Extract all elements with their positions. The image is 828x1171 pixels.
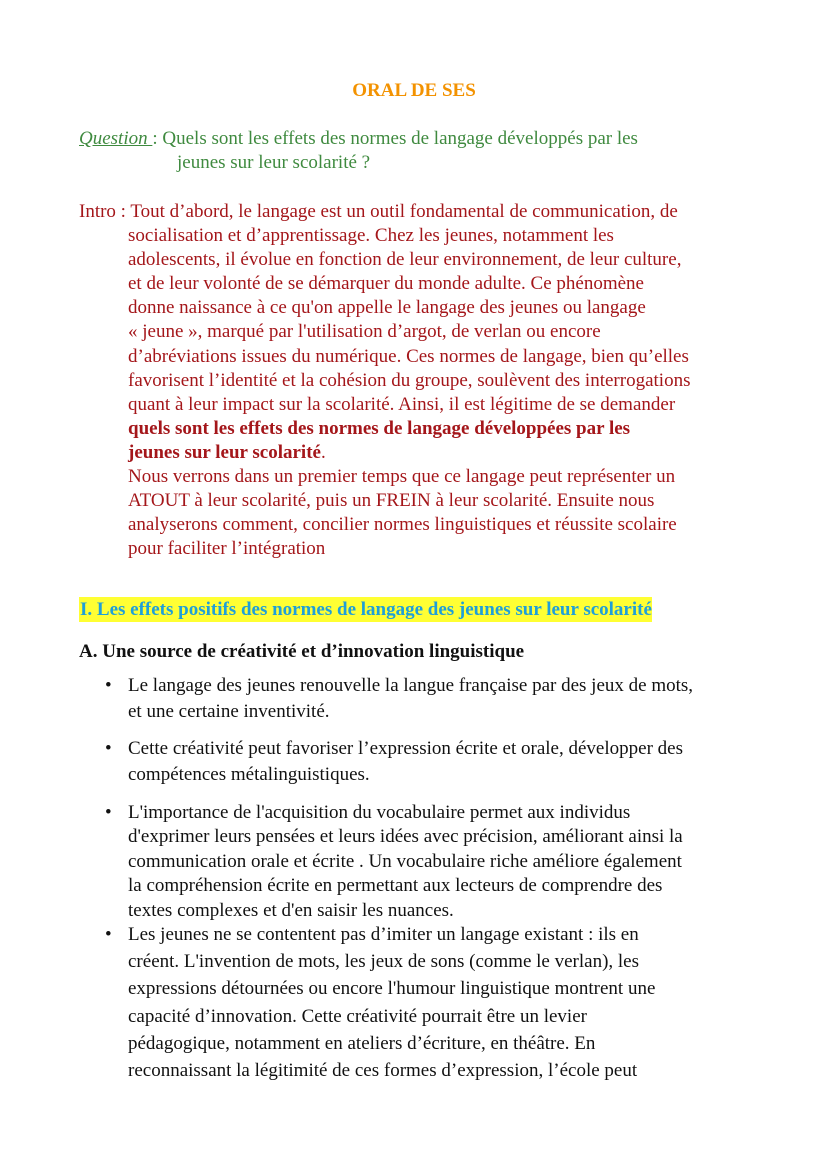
list-item-line: d'exprimer leurs pensées et leurs idées avec précision, améliorant ainsi la: [128, 826, 683, 848]
list-item-line: Cette créativité peut favoriser l’expression écrite et orale, développer des: [128, 738, 683, 759]
bullet-icon: •: [105, 675, 112, 696]
list-item-line: communication orale et écrite . Un vocabulaire riche améliore également: [128, 850, 682, 872]
question-label: Question: [79, 128, 153, 149]
problematique-end: .: [320, 441, 326, 463]
list-item-text: [128, 736, 760, 788]
list-item-line: expressions détournées ou encore l'humour linguistique montrent une: [128, 978, 656, 1000]
intro-line-5: « jeune », marqué par l'utilisation d’argot, de verlan ou encore: [128, 321, 601, 343]
list-item: [100, 673, 760, 725]
intro-line-3: et de leur volonté de se démarquer du monde adulte. Ce phénomène: [128, 273, 644, 295]
list-item-line: capacité d’innovation. Cette créativité pourrait être un levier: [128, 1005, 587, 1027]
list-item-line: textes complexes et d'en saisir les nuances.: [128, 899, 454, 921]
intro-problematique-line-1: [79, 417, 769, 441]
list-item-text: [128, 673, 760, 725]
subsection-heading: A. Une source de créativité et d’innovation linguistique: [79, 641, 525, 662]
intro-line-2: adolescents, il évolue en fonction de leur environnement, de leur culture,: [128, 249, 682, 271]
section-heading: I. Les effets positifs des normes de langage des jeunes sur leur scolarité: [80, 599, 652, 620]
intro-line-0: [79, 200, 769, 224]
list-item: [100, 736, 760, 788]
intro-plan-line-3: pour faciliter l’intégration: [128, 538, 326, 560]
page-title: ORAL DE SES: [352, 80, 476, 101]
question-text: : Quels sont les effets des normes de langage développés par les: [152, 128, 638, 149]
intro-block: [79, 200, 769, 561]
bullet-icon: •: [105, 924, 112, 945]
intro-plan-line-1: ATOUT à leur scolarité, puis un FREIN à leur scolarité. Ensuite nous: [128, 490, 655, 512]
list-item: [100, 801, 760, 923]
intro-text-0: Tout d’abord, le langage est un outil fondamental de communication, de: [130, 201, 678, 222]
intro-line-4: donne naissance à ce qu'on appelle le langage des jeunes ou langage: [128, 297, 646, 319]
list-item: [100, 921, 760, 1084]
intro-line-8: quant à leur impact sur la scolarité. Ainsi, il est légitime de se demander: [128, 393, 676, 415]
list-item-line: reconnaissant la légitimité de ces formes d’expression, l’école peut: [128, 1060, 638, 1082]
list-item-text: [128, 921, 760, 1084]
intro-line-1: socialisation et d’apprentissage. Chez les jeunes, notamment les: [128, 225, 614, 247]
intro-label: Intro :: [79, 201, 131, 222]
intro-line-7: favorisent l’identité et la cohésion du groupe, soulèvent des interrogations: [128, 369, 691, 391]
intro-line-6: d’abréviations issues du numérique. Ces normes de langage, bien qu’elles: [128, 345, 689, 367]
list-item-line: Les jeunes ne se contentent pas d’imiter un langage existant : ils en: [128, 924, 639, 945]
question-block: [79, 127, 759, 175]
problematique-bold-2: jeunes sur leur scolarité: [128, 441, 321, 463]
bullet-icon: •: [105, 802, 112, 823]
list-item-line: pédagogique, notamment en ateliers d’écriture, en théâtre. En: [128, 1032, 596, 1054]
list-item-text: [128, 801, 760, 923]
problematique-bold-1: quels sont les effets des normes de langage développées par les: [128, 417, 631, 439]
intro-problematique-line-2: [79, 441, 769, 465]
intro-plan-line-0: Nous verrons dans un premier temps que ce langage peut représenter un: [128, 466, 676, 488]
list-item-line: L'importance de l'acquisition du vocabulaire permet aux individus: [128, 802, 631, 823]
list-item-line: Le langage des jeunes renouvelle la langue française par des jeux de mots,: [128, 675, 694, 696]
question-line-2: jeunes sur leur scolarité ?: [177, 152, 371, 173]
list-item-line: créent. L'invention de mots, les jeux de sons (comme le verlan), les: [128, 951, 639, 973]
bullet-icon: •: [105, 738, 112, 759]
intro-plan-line-2: analyserons comment, concilier normes linguistiques et réussite scolaire: [128, 514, 677, 536]
list-item-line: compétences métalinguistiques.: [128, 764, 370, 785]
list-item-line: et une certaine inventivité.: [128, 701, 330, 722]
list-item-line: la compréhension écrite en permettant aux lecteurs de comprendre des: [128, 875, 663, 897]
question-line-1: [79, 127, 759, 151]
